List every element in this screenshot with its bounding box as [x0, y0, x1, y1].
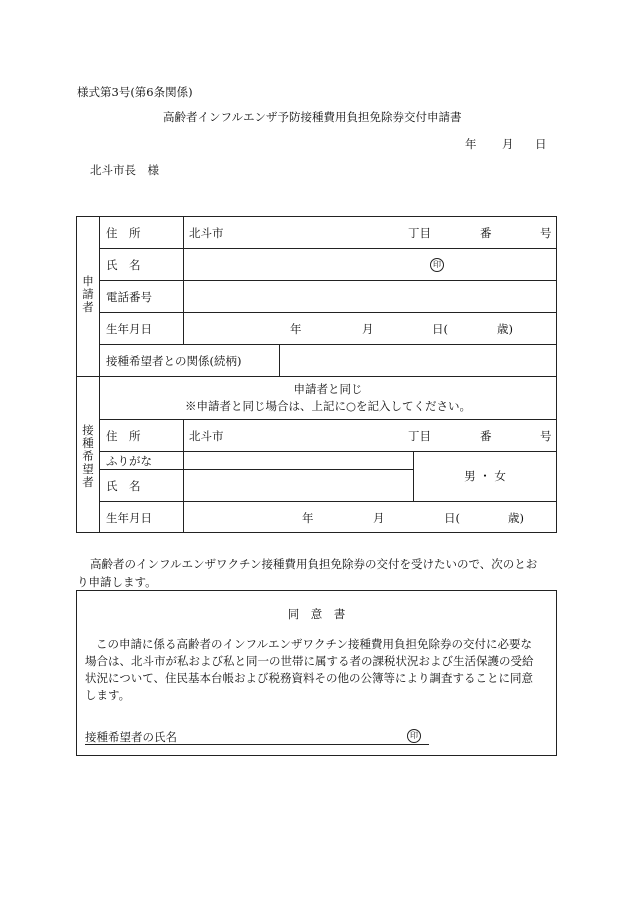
consent-title: 同 意 書 [287, 607, 346, 621]
recipient-furigana-label: ふりがな [106, 454, 152, 468]
applicant-address-chome: 丁目 [408, 226, 431, 240]
section-divider [76, 376, 557, 377]
recipient-address-ban: 番 [480, 429, 492, 443]
recipient-address-chome: 丁目 [408, 429, 431, 443]
applicant-birth-label: 生年月日 [106, 322, 152, 336]
recipient-address-city: 北斗市 [189, 429, 224, 443]
recipient-birth-label: 生年月日 [106, 511, 152, 525]
applicant-seal-icon: 印 [430, 258, 444, 272]
consent-line-2: 場合は、北斗市が私および私と同一の世帯に属する者の課税状況および生活保護の受給 [85, 654, 534, 668]
consent-line-1: この申請に係る高齢者のインフルエンザワクチン接種費用負担免除券の交付に必要な [96, 637, 532, 651]
recipient-sex: 男 ・ 女 [464, 469, 506, 483]
recipient-address-label: 住 所 [106, 429, 141, 443]
applicant-address-label: 住 所 [106, 226, 141, 240]
applicant-name-label: 氏 名 [106, 258, 141, 272]
recipient-birth-year: 年 [302, 511, 314, 525]
applicant-birth-month: 月 [362, 322, 374, 336]
statement-line-1: 高齢者のインフルエンザワクチン接種費用負担免除券の交付を受けたいので、次のとお [90, 557, 538, 571]
applicant-address-city: 北斗市 [189, 226, 224, 240]
recipient-birth-age: 歳) [508, 511, 524, 525]
consent-seal-icon: 印 [407, 729, 421, 743]
signature-line [85, 744, 429, 745]
addressee: 北斗市長 様 [90, 163, 159, 177]
form-number: 様式第3号(第6条関係) [77, 85, 193, 99]
statement-line-2: り申請します。 [77, 575, 157, 589]
date-month-label: 月 [502, 137, 514, 151]
table-border [76, 216, 557, 533]
applicant-birth-day: 日( [432, 322, 448, 336]
consent-line-3: 状況について、住民基本台帳および税務資料その他の公簿等により調査することに同意 [85, 671, 534, 685]
recipient-address-go: 号 [540, 429, 552, 443]
recipient-birth-day: 日( [444, 511, 460, 525]
applicant-address-go: 号 [540, 226, 552, 240]
recipient-same-as-applicant: 申請者と同じ [293, 382, 363, 396]
recipient-same-as-note: ※申請者と同じ場合は、上記に○を記入してください。 [184, 399, 472, 413]
section-column-divider [99, 216, 100, 533]
applicant-section-label: 申請者 [82, 274, 94, 314]
recipient-birth-month: 月 [373, 511, 385, 525]
form-title: 高齢者インフルエンザ予防接種費用負担免除券交付申請書 [163, 110, 462, 124]
applicant-address-ban: 番 [480, 226, 492, 240]
applicant-phone-label: 電話番号 [106, 290, 152, 304]
consent-signature-label: 接種希望者の氏名 [85, 730, 177, 744]
applicant-relation-label: 接種希望者との関係(続柄) [106, 354, 242, 368]
recipient-section-label: 接種希望者 [82, 423, 94, 489]
recipient-name-label: 氏 名 [106, 479, 141, 493]
consent-line-4: します。 [85, 688, 131, 702]
applicant-birth-year: 年 [290, 322, 302, 336]
applicant-birth-age: 歳) [497, 322, 513, 336]
date-year-label: 年 [465, 137, 477, 151]
date-day-label: 日 [535, 137, 547, 151]
